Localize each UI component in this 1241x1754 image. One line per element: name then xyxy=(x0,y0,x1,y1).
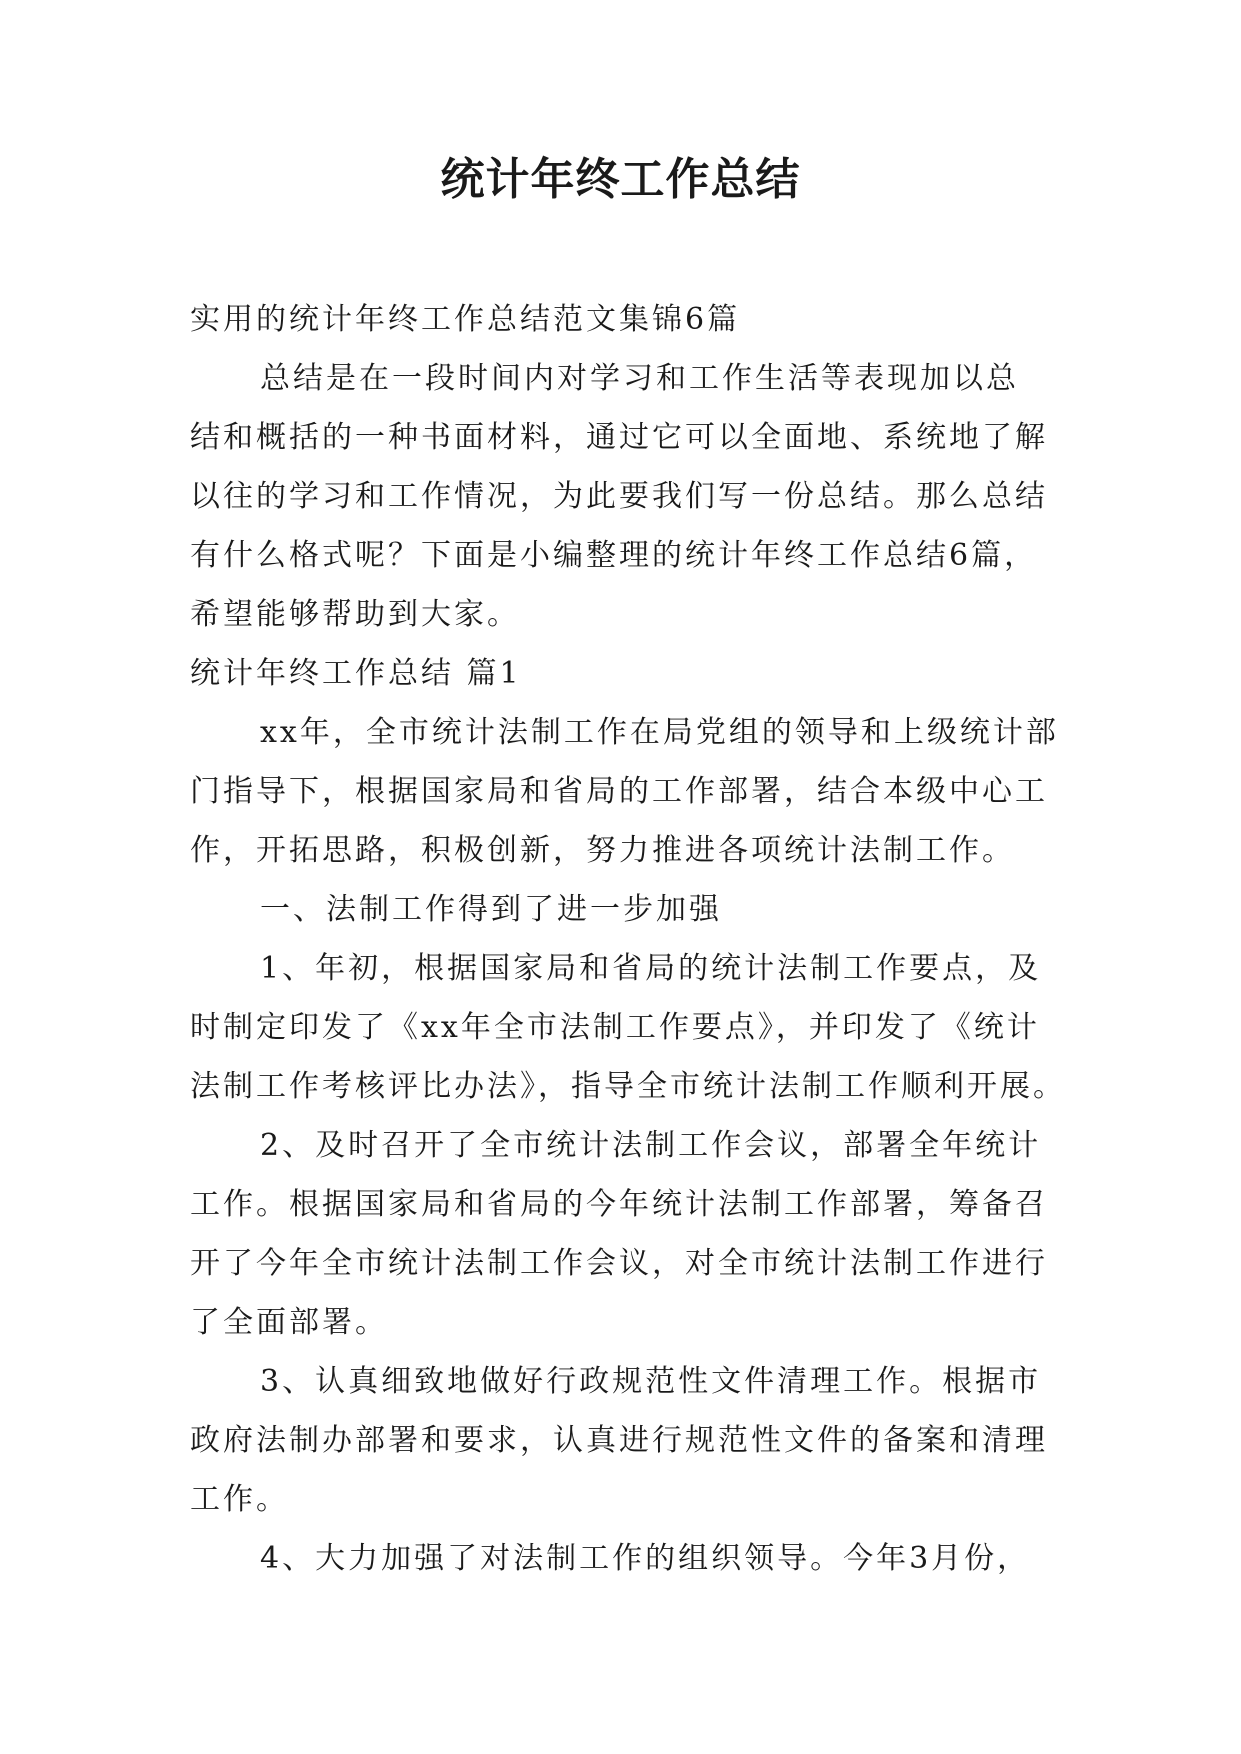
text-line: 有什么格式呢？下面是小编整理的统计年终工作总结6篇， xyxy=(190,538,1038,573)
text-line: 以往的学习和工作情况，为此要我们写一份总结。那么总结 xyxy=(190,479,1048,514)
text-line: 了全面部署。 xyxy=(190,1305,388,1340)
text-line: xx年，全市统计法制工作在局党组的领导和上级统计部 xyxy=(260,715,1059,750)
text-line: 门指导下，根据国家局和省局的工作部署，结合本级中心工 xyxy=(190,774,1048,809)
text-line: 3、认真细致地做好行政规范性文件清理工作。根据市 xyxy=(260,1364,1042,1399)
text-line: 一、法制工作得到了进一步加强 xyxy=(260,892,722,927)
text-line: 1、年初，根据国家局和省局的统计法制工作要点，及 xyxy=(260,951,1042,986)
document-body xyxy=(190,290,1066,1588)
text-line: 工作。根据国家局和省局的今年统计法制工作部署，筹备召 xyxy=(190,1187,1048,1222)
text-line: 时制定印发了《xx年全市法制工作要点》，并印发了《统计 xyxy=(190,1010,1040,1045)
text-line: 实用的统计年终工作总结范文集锦6篇 xyxy=(190,302,741,337)
text-line: 4、大力加强了对法制工作的组织领导。今年3月份， xyxy=(260,1541,1031,1576)
text-line: 政府法制办部署和要求，认真进行规范性文件的备案和清理 xyxy=(190,1423,1048,1458)
text-line: 2、及时召开了全市统计法制工作会议，部署全年统计 xyxy=(260,1128,1042,1163)
text-line: 法制工作考核评比办法》，指导全市统计法制工作顺利开展。 xyxy=(190,1069,1066,1104)
text-line: 工作。 xyxy=(190,1482,289,1517)
text-line: 结和概括的一种书面材料，通过它可以全面地、系统地了解 xyxy=(190,420,1048,455)
text-line: 开了今年全市统计法制工作会议，对全市统计法制工作进行 xyxy=(190,1246,1048,1281)
text-line: 总结是在一段时间内对学习和工作生活等表现加以总 xyxy=(260,361,1019,396)
text-line: 作，开拓思路，积极创新，努力推进各项统计法制工作。 xyxy=(190,833,1015,868)
text-line: 统计年终工作总结 篇1 xyxy=(190,656,522,691)
page-title: 统计年终工作总结 xyxy=(440,154,801,205)
text-line: 希望能够帮助到大家。 xyxy=(190,597,520,632)
